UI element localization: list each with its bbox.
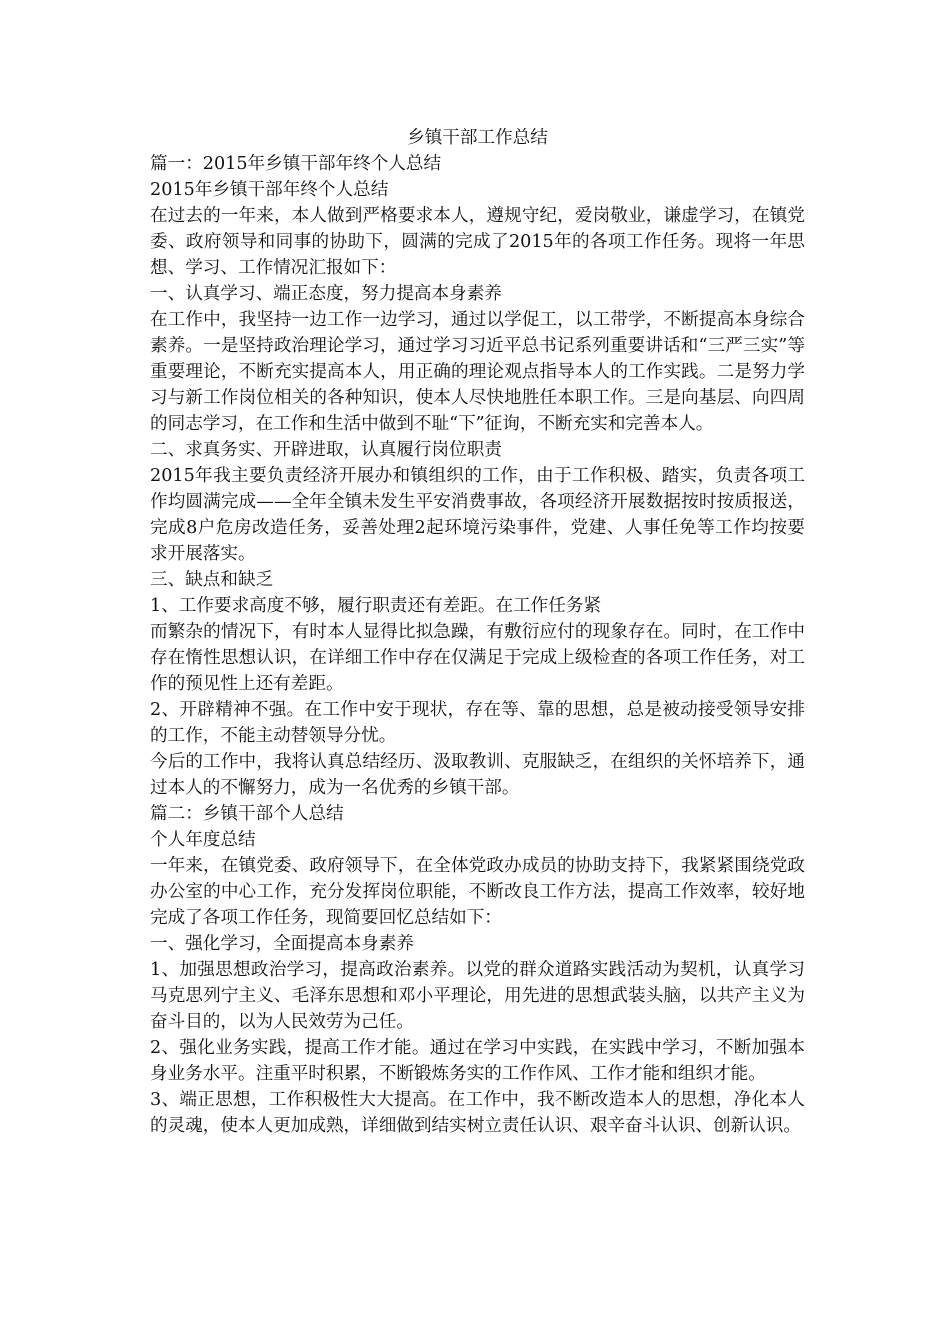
paragraph: 一年来，在镇党委、政府领导下，在全体党政办成员的协助支持下，我紧紧围绕党政办公室的中心工作，充分发挥岗位职能，不断改良工作方法，提高工作效率，较好地完成了各项工作任务，现简要回忆总结如下： xyxy=(150,856,805,928)
paragraph: 在工作中，我坚持一边工作一边学习，通过以学促工，以工带学，不断提高本身综合素养。一是坚持政治理论学习，通过学习习近平总书记系列重要讲话和“三严三实”等重要理论，不断充实提高本人，用正确的理论观点指导本人的工作实践。二是努力学习与新工作岗位相关的各种知识，使本人尽快地胜任本职工作。三是向基层、向四周的同志学习，在工作和生活中做到不耻“下”征询，不断充实和完善本人。 xyxy=(150,310,805,434)
paragraph: 个人年度总结 xyxy=(150,830,256,850)
paragraph: 2015年乡镇干部年终个人总结 xyxy=(150,180,389,200)
paragraph: 1、加强思想政治学习，提高政治素养。以党的群众道路实践活动为契机，认真学习马克思列宁主义、毛泽东思想和邓小平理论，用先进的思想武装头脑，以共产主义为奋斗目的，以为人民效劳为己任。 xyxy=(150,960,805,1032)
paragraph: 篇一：2015年乡镇干部年终个人总结 xyxy=(150,154,442,174)
paragraph: 而繁杂的情况下，有时本人显得比拟急躁，有敷衍应付的现象存在。同时，在工作中存在惰性思想认识，在详细工作中存在仅满足于完成上级检查的各项工作任务，对工作的预见性上还有差距。 xyxy=(150,622,805,694)
paragraph: 二、求真务实、开辟进取，认真履行岗位职责 xyxy=(150,440,502,460)
paragraph: 1、工作要求高度不够，履行职责还有差距。在工作任务紧 xyxy=(150,596,602,616)
paragraph: 今后的工作中，我将认真总结经历、汲取教训、克服缺乏，在组织的关怀培养下，通过本人的不懈努力，成为一名优秀的乡镇干部。 xyxy=(150,752,805,798)
paragraph: 一、强化学习，全面提高本身素养 xyxy=(150,934,414,954)
document-body xyxy=(150,125,805,1139)
paragraph: 3、端正思想，工作积极性大大提高。在工作中，我不断改造本人的思想，净化本人的灵魂，使本人更加成熟，详细做到结实树立责任认识、艰辛奋斗认识、创新认识。 xyxy=(150,1090,805,1136)
paragraph: 在过去的一年来，本人做到严格要求本人，遵规守纪，爱岗敬业，谦虚学习，在镇党委、政府领导和同事的协助下，圆满的完成了2015年的各项工作任务。现将一年思想、学习、工作情况汇报如下： xyxy=(150,206,805,278)
paragraph: 2、强化业务实践，提高工作才能。通过在学习中实践，在实践中学习，不断加强本身业务水平。注重平时积累，不断锻炼务实的工作作风、工作才能和组织才能。 xyxy=(150,1038,805,1084)
paragraph: 2015年我主要负责经济开展办和镇组织的工作，由于工作积极、踏实，负责各项工作均圆满完成——全年全镇未发生平安消费事故，各项经济开展数据按时按质报送，完成8户危房改造任务，妥善处理2起环境污染事件，党建、人事任免等工作均按要求开展落实。 xyxy=(150,466,805,564)
paragraph: 2、开辟精神不强。在工作中安于现状，存在等、靠的思想，总是被动接受领导安排的工作，不能主动替领导分忧。 xyxy=(150,700,805,746)
paragraph: 三、缺点和缺乏 xyxy=(150,570,274,590)
paragraph: 一、认真学习、端正态度，努力提高本身素养 xyxy=(150,284,502,304)
document-title: 乡镇干部工作总结 xyxy=(407,128,548,148)
paragraph: 篇二：乡镇干部个人总结 xyxy=(150,804,344,824)
